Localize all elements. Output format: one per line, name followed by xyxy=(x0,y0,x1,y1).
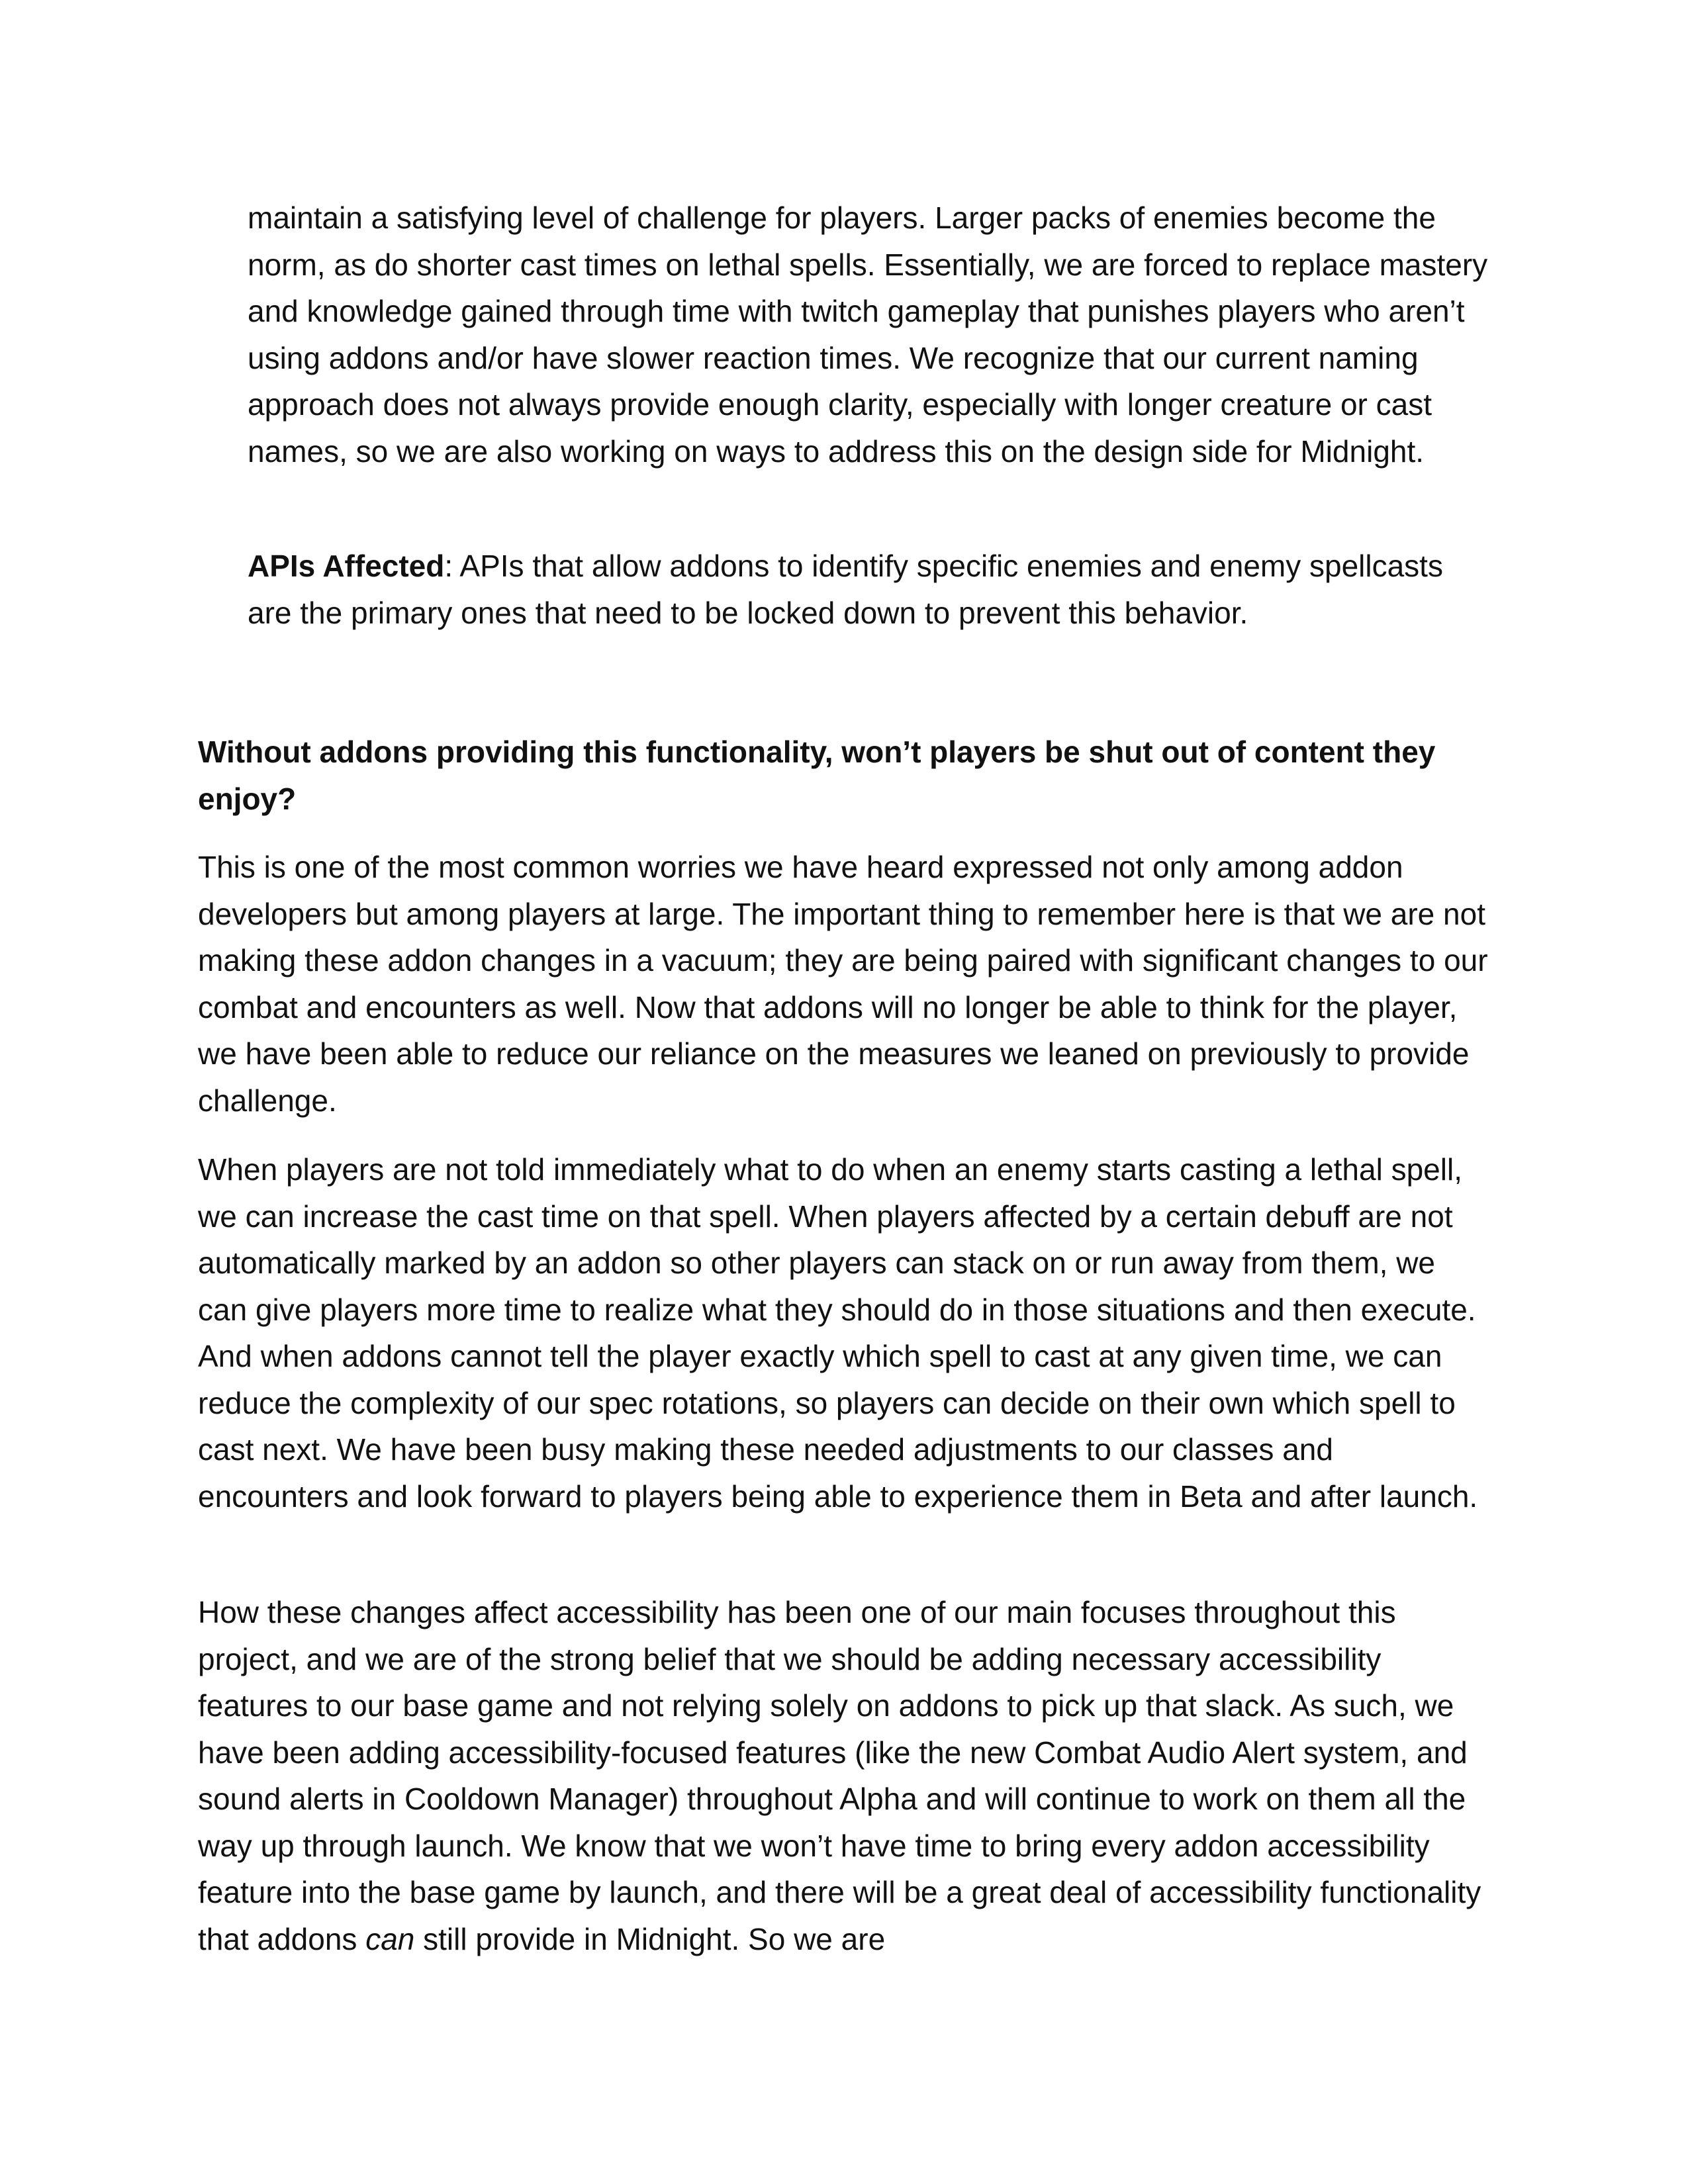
body-paragraph-2: When players are not told immediately what to do when an enemy starts casting a lethal spell, we can increase the cast time on that spell. When players affected by a certain debuff are not automatically marked by an addon so other players can stack on or run away from them, we can give players more time to realize what they should do in those situations and then execute. And when addons cannot tell the player exactly which spell to cast at any given time, we can reduce the complexity of our spec rotations, so players can decide on their own which spell to cast next. We have been busy making these needed adjustments to our classes and encounters and look forward to players being able to experience them in Beta and after launch. xyxy=(198,1152,1478,1514)
paragraph-3-emphasis: can xyxy=(365,1921,415,1956)
apis-affected-paragraph xyxy=(248,543,1492,636)
paragraph-3-text-before: How these changes affect accessibility has been one of our main focuses throughout this project, and we are of the strong belief that we should be adding necessary accessibility features to our base game and not relying solely on addons to pick up that slack. As such, we have been adding accessibility-focused features (like the new Combat Audio Alert system, and sound alerts in Cooldown Manager) throughout Alpha and will continue to work on them all the way up through launch. We know that we won’t have time to bring every addon accessibility feature into the base game by launch, and there will be a great deal of accessibility functionality that addons xyxy=(198,1595,1481,1956)
paragraph-3-text-after: still provide in Midnight. So we are xyxy=(414,1921,886,1956)
body-paragraph-1: This is one of the most common worries we have heard expressed not only among addon developers but among players at large. The important thing to remember here is that we are not making these addon changes in a vacuum; they are being paired with significant changes to our combat and encounters as well. Now that addons will no longer be able to think for the player, we have been able to reduce our reliance on the measures we leaned on previously to provide challenge. xyxy=(198,850,1488,1118)
apis-affected-label: APIs Affected xyxy=(248,549,445,583)
body-paragraph-3 xyxy=(198,1589,1492,1962)
intro-paragraph: maintain a satisfying level of challenge for players. Larger packs of enemies become the norm, as do shorter cast times on lethal spells. Essentially, we are forced to replace mastery and knowledge gained through time with twitch gameplay that punishes players who aren’t using addons and/or have slower reaction times. We recognize that our current naming approach does not always provide enough clarity, especially with longer creature or cast names, so we are also working on ways to address this on the design side for Midnight. xyxy=(248,201,1488,469)
section-heading: Without addons providing this functionality, won’t players be shut out of content they enjoy? xyxy=(198,735,1436,816)
apis-affected-text: : APIs that allow addons to identify specific enemies and enemy spellcasts are the primary ones that need to be locked down to prevent this behavior. xyxy=(248,549,1443,630)
